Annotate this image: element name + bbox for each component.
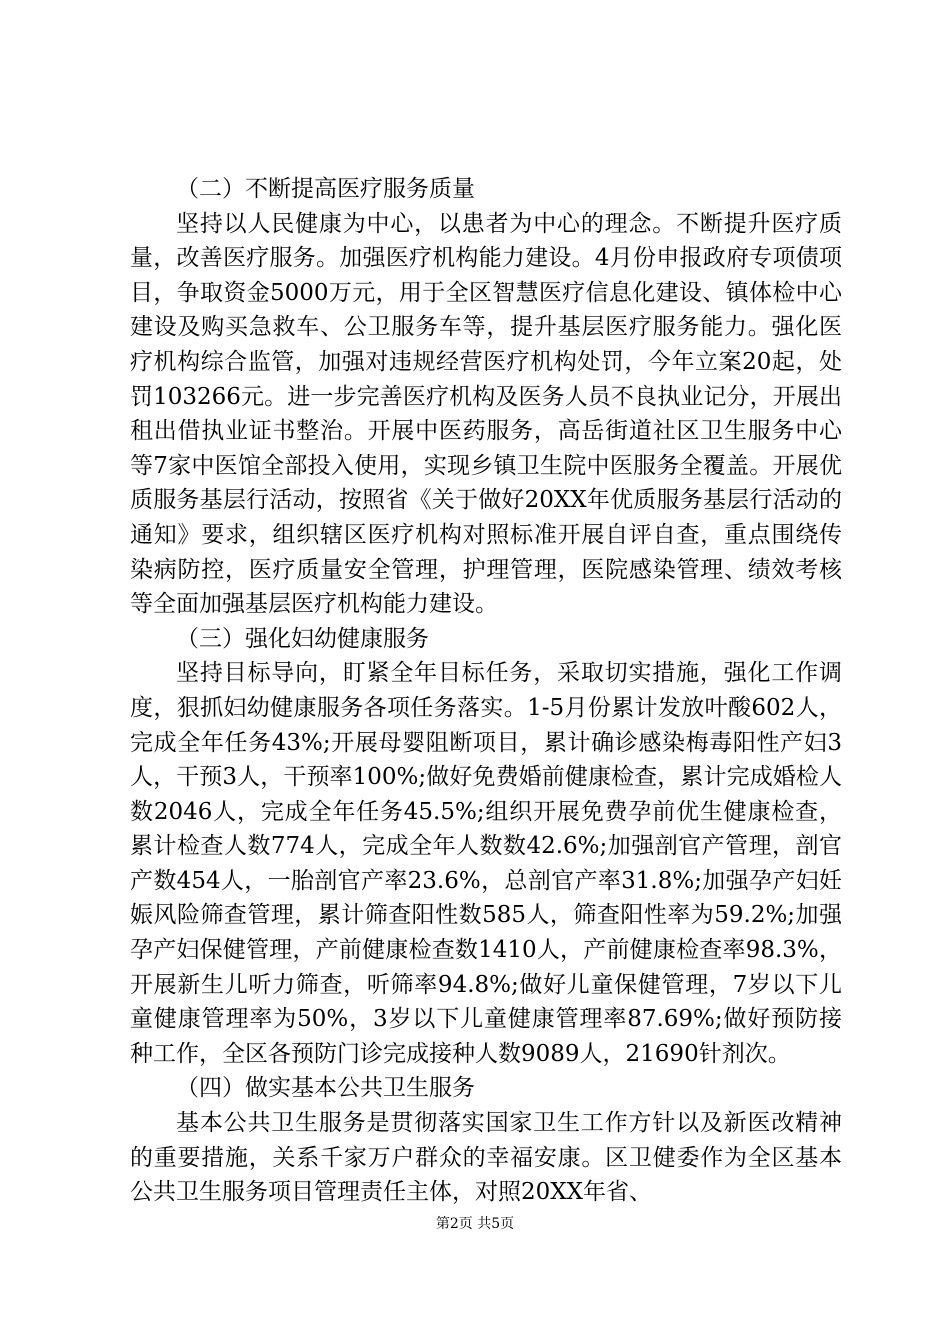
document-body — [130, 172, 842, 1210]
section-paragraph-4: 基本公共卫生服务是贯彻落实国家卫生工作方针以及新医改精神的重要措施，关系千家万户群众的幸福安康。区卫健委作为全区基本公共卫生服务项目管理责任主体，对照20XX年省、 — [130, 1110, 842, 1206]
section-heading-3: （三）强化妇幼健康服务 — [176, 625, 429, 652]
section-heading-2: （二）不断提高医疗服务质量 — [176, 176, 475, 202]
section-heading-4: （四）做实基本公共卫生服务 — [176, 1075, 475, 1102]
section-paragraph-3: 坚持目标导向，盯紧全年目标任务，采取切实措施，强化工作调度，狠抓妇幼健康服务各项任务落实。1-5月份累计发放叶酸602人，完成全年任务43%;开展母婴阻断项目，累计确诊感染梅毒阳性产妇3人，干预3人，干预率100%;做好免费婚前健康检查，累计完成婚检人数2046人，完成全年任务45.5%;组织开展免费孕前优生健康检查，累计检查人数774人，完成全年人数数42.6%;加强剖官产管理，剖官产数454人，一胎剖官产率23.6%，总剖官产率31.8%;加强孕产妇妊娠风险筛查管理，累计筛查阳性数585人，筛查阳性率为59.2%;加强孕产妇保健管理，产前健康检查数1410人，产前健康检查率98.3%，开展新生儿听力筛查，听筛率94.8%;做好儿童保健管理，7岁以下儿童健康管理率为50%，3岁以下儿童健康管理率87.69%;做好预防接种工作，全区各预防门诊完成接种人数9089人，21690针剂次。 — [130, 660, 842, 1067]
page-number-footer: 第2页 共5页 — [435, 1216, 515, 1232]
section-paragraph-2: 坚持以人民健康为中心，以患者为中心的理念。不断提升医疗质量，改善医疗服务。加强医疗机构能力建设。4月份申报政府专项债项目，争取资金5000万元，用于全区智慧医疗信息化建设、镇体检中心建设及购买急救车、公卫服务车等，提升基层医疗服务能力。强化医疗机构综合监管，加强对违规经营医疗机构处罚，今年立案20起，处罚103266元。进一步完善医疗机构及医务人员不良执业记分，开展出租出借执业证书整治。开展中医药服务，高岳街道社区卫生服务中心等7家中医馆全部投入使用，实现乡镇卫生院中医服务全覆盖。开展优质服务基层行活动，按照省《关于做好20XX年优质服务基层行活动的通知》要求，组织辖区医疗机构对照标准开展自评自查，重点围绕传染病防控，医疗质量安全管理，护理管理，医院感染管理、绩效考核等全面加强基层医疗机构能力建设。 — [130, 210, 842, 618]
